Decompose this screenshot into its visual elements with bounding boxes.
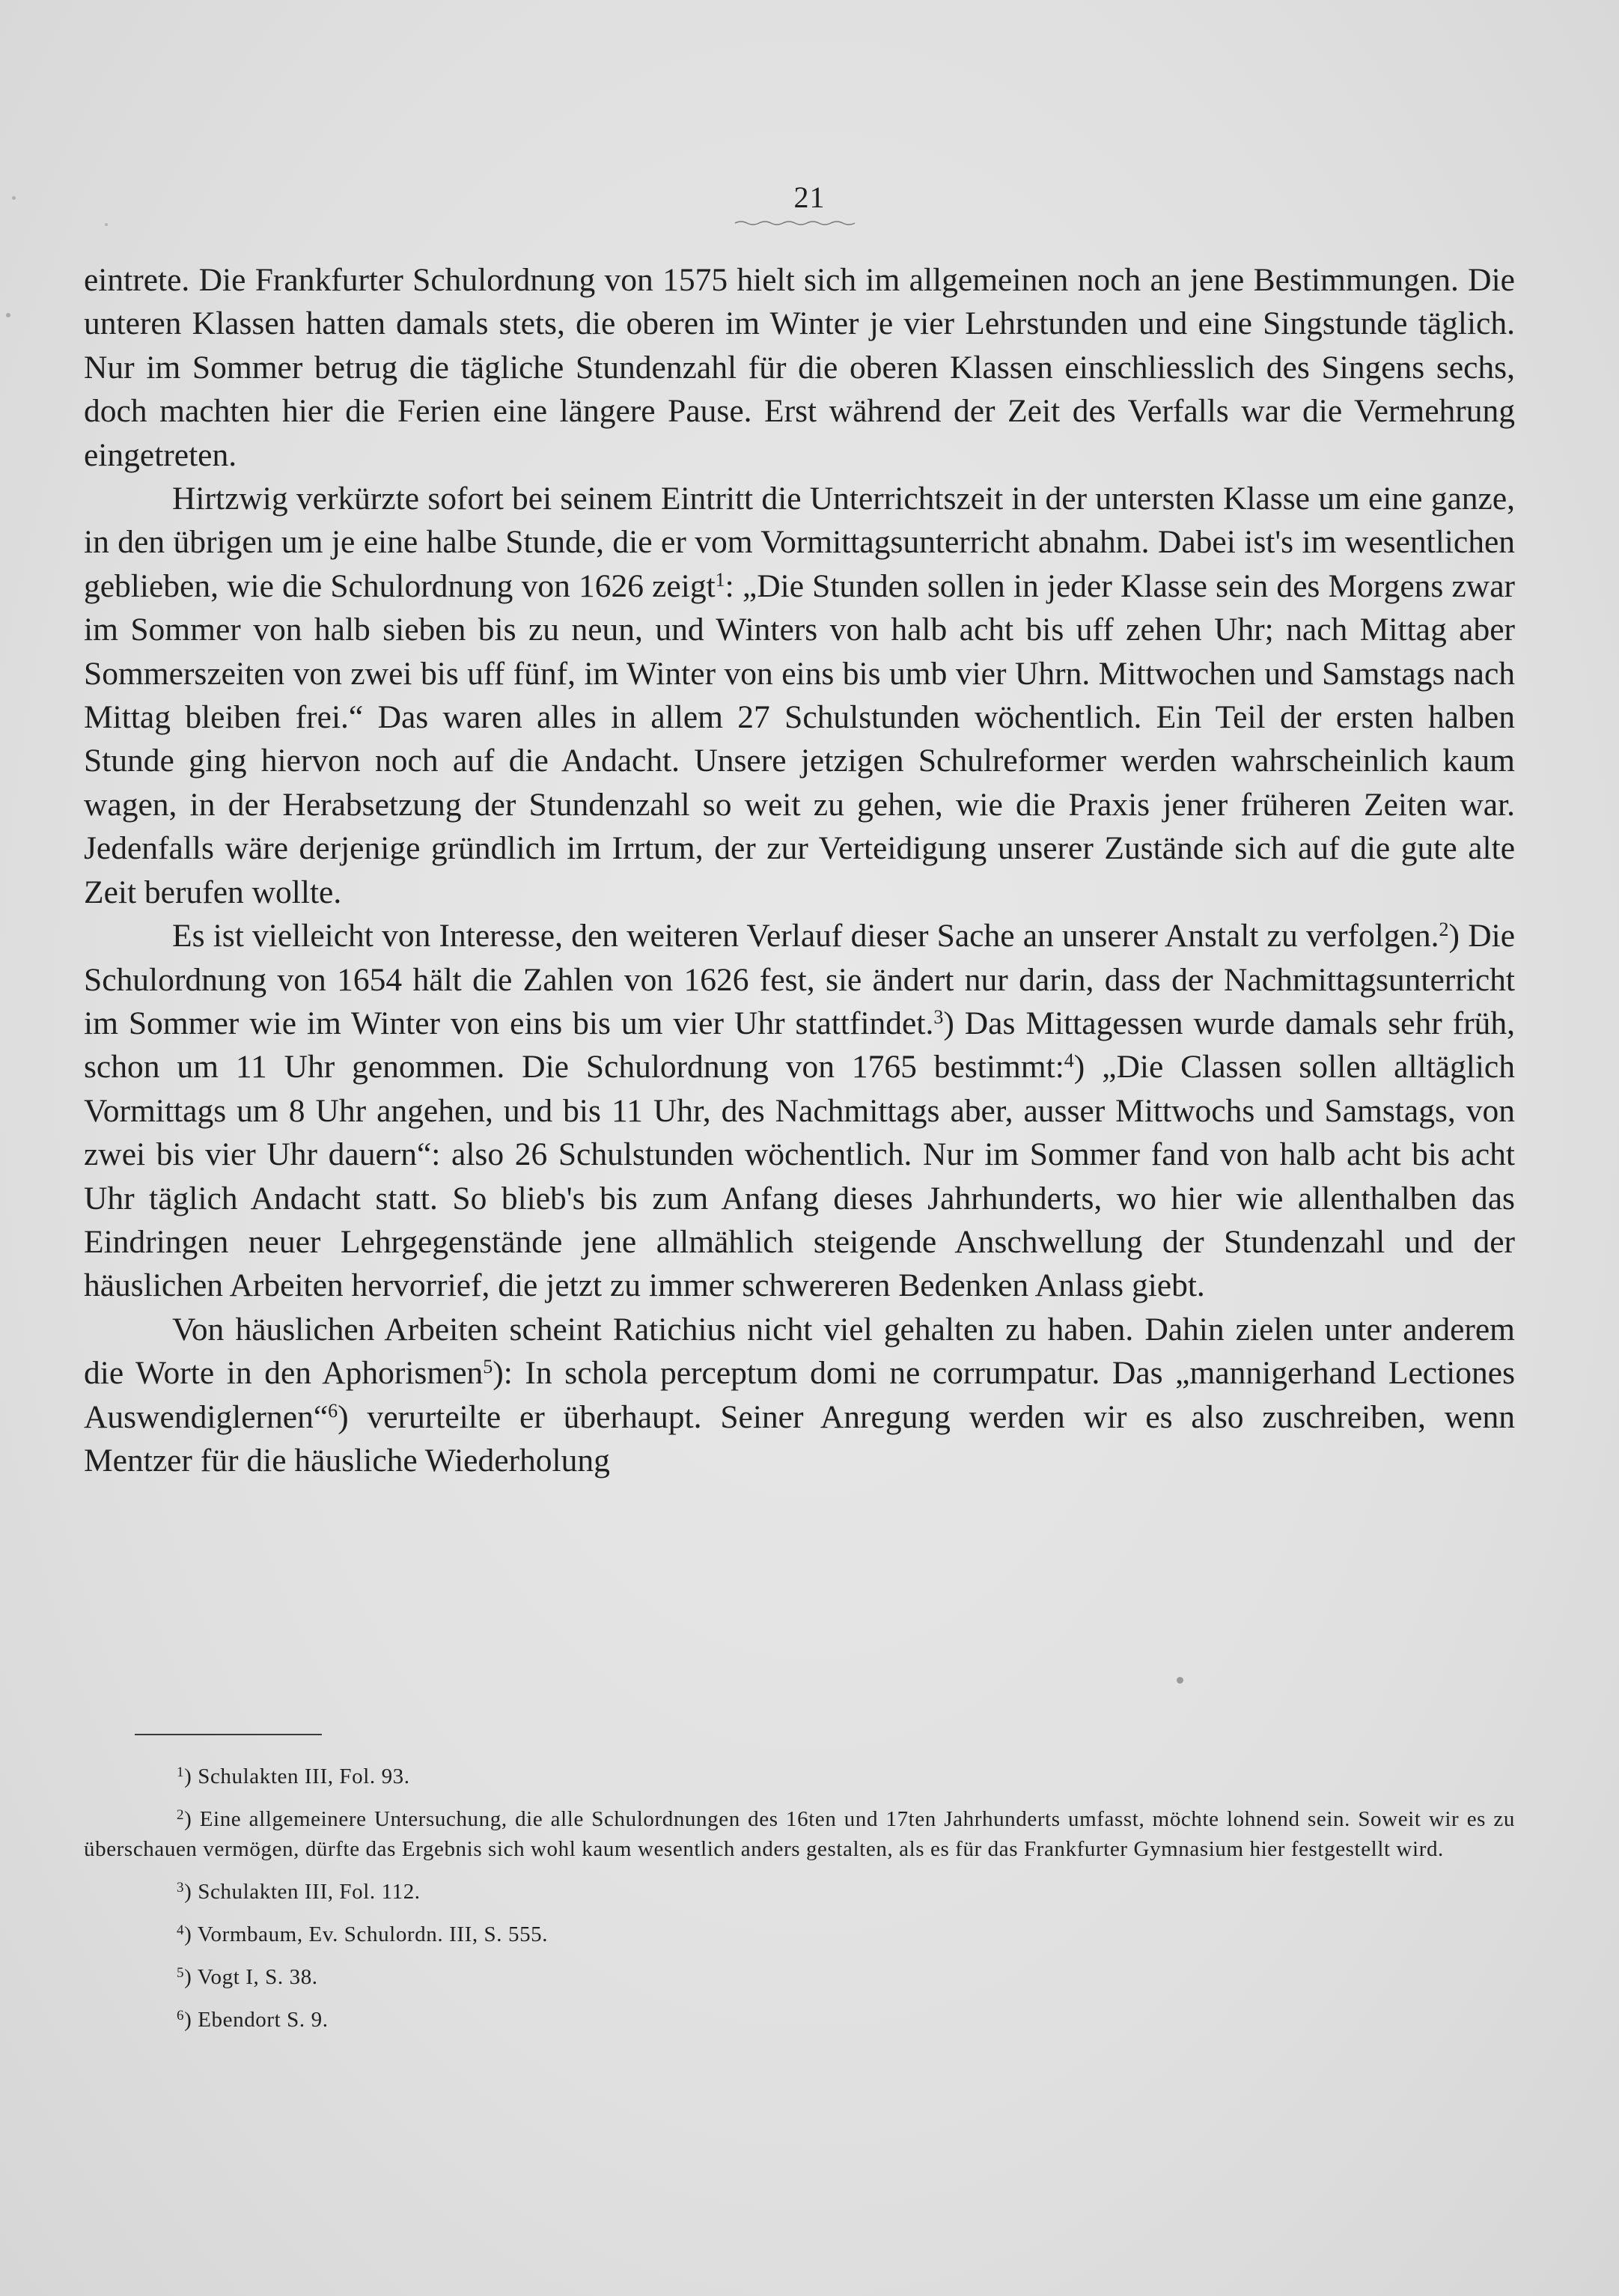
footnote-2	[84, 1800, 1515, 1864]
footnote-ref-4: 4	[1064, 1050, 1074, 1072]
ornament-rule	[734, 219, 861, 228]
paragraph-2-text-b: : „Die Stunden sollen in jeder Klasse sein des Morgens zwar im Sommer von halb sieben bis zu neun, und Winters von halb acht bis uff zehen Uhr; nach Mittag aber Sommerszeiten von zwei bis uff fünf, im Winter von eins bis umb vier Uhrn. Mittwochen und Samstags nach Mittag bleiben frei.“ Das waren alles in allem 27 Schulstunden wöchentlich. Ein Teil der ersten halben Stunde ging hiervon noch auf die Andacht. Unsere jetzigen Schulreformer werden wahrscheinlich kaum wagen, in der Herabsetzung der Stundenzahl so weit zu gehen, wie die Praxis jener früheren Zeiten war. Jedenfalls wäre derjenige gründlich im Irrtum, der zur Verteidigung unserer Zustände sich auf die gute alte Zeit berufen wollte.	[84, 567, 1515, 910]
paragraph-3-text-d: ) „Die Classen sollen alltäglich Vormittags um 8 Uhr angehen, und bis 11 Uhr, des Nachmittags aber, ausser Mittwochs und Samstags, von zwei bis vier Uhr dauern“: also 26 Schulstunden wöchentlich. Nur im Sommer fand von halb acht bis acht Uhr täglich Andacht statt. So blieb's bis zum Anfang dieses Jahrhunderts, wo hier wie allenthalben das Eindringen neuer Lehrgegenstände jene allmählich steigende Anschwellung der Stundenzahl und der häuslichen Arbeiten hervorrief, die jetzt zu immer schwereren Bedenken Anlass giebt.	[84, 1049, 1515, 1304]
footnote-1-mark: 1	[177, 1764, 185, 1780]
footnote-5-mark: 5	[177, 1965, 185, 1981]
paragraph-2-text-a: Hirtzwig verkürzte sofort bei seinem Eintritt die Unterrichtszeit in der untersten Klasse um eine ganze, in den übrigen um je eine halbe Stunde, die er vom Vormittagsunterricht abnahm. Dabei ist's im wesentlichen geblieben, wie die Schulordnung von 1626 zeigt	[84, 481, 1515, 604]
paragraph-1	[84, 258, 1515, 477]
paragraph-1-text: eintrete. Die Frankfurter Schulordnung von 1575 hielt sich im allgemeinen noch an jene Bestimmungen. Die unteren Klassen hatten damals stets, die oberen im Winter je vier Lehrstunden und eine Singstunde täglich. Nur im Sommer betrug die tägliche Stundenzahl für die oberen Klassen einschliesslich des Singens sechs, doch machten hier die Ferien eine längere Pause. Erst während der Zeit des Verfalls war die Vermehrung eingetreten.	[84, 262, 1515, 473]
footnote-divider	[135, 1734, 322, 1735]
paper-speck	[12, 196, 16, 200]
footnote-1-text: ) Schulakten III, Fol. 93.	[184, 1764, 410, 1788]
paragraph-3-text-a: Es ist vielleicht von Interesse, den weiteren Verlauf dieser Sache an unserer Anstalt zu verfolgen.	[172, 918, 1439, 954]
footnote-3	[84, 1873, 1515, 1907]
footnote-2-text: ) Eine allgemeinere Untersuchung, die alle Schulordnungen des 16ten und 17ten Jahrhunderts umfasst, möchte lohnend sein. Soweit wir es zu überschauen vermögen, dürfte das Ergebnis sich wohl kaum wesentlich anders gestalten, als es für das Frankfurter Gymnasium hier festgestellt wird.	[84, 1807, 1515, 1861]
footnote-ref-5: 5	[483, 1356, 493, 1378]
paragraph-3-text-c: ) Das Mittagessen wurde damals sehr früh, schon um 11 Uhr genommen. Die Schulordnung von 1765 bestimmt:	[84, 1005, 1516, 1085]
paragraph-4-text-c: ) verurteilte er überhaupt. Seiner Anregung werden wir es also zuschreiben, wenn Mentzer für die häusliche Wiederholung	[84, 1398, 1515, 1479]
footnote-6-mark: 6	[177, 2008, 185, 2024]
paragraph-3-text-b: ) Die Schulordnung von 1654 hält die Zahlen von 1626 fest, sie ändert nur darin, dass der Nachmittagsunterricht im Sommer wie im Winter von eins bis um vier Uhr stattfindet.	[84, 918, 1515, 1041]
paragraph-2	[84, 477, 1515, 914]
footnote-3-text: ) Schulakten III, Fol. 112.	[184, 1880, 421, 1904]
footnote-ref-6: 6	[328, 1399, 338, 1422]
paragraph-4-text-b: ): In schola perceptum domi ne corrumpatur. Das „mannigerhand Lectiones Auswendiglernen“	[84, 1355, 1515, 1435]
footnote-5-text: ) Vogt I, S. 38.	[184, 1965, 318, 1989]
footnote-3-mark: 3	[177, 1880, 185, 1895]
paragraph-3	[84, 914, 1515, 1308]
paper-speck	[6, 313, 10, 317]
paper-speck	[1177, 1677, 1183, 1684]
footnote-4-mark: 4	[177, 1922, 185, 1938]
main-text	[84, 258, 1515, 1482]
footnote-4-text: ) Vormbaum, Ev. Schulordn. III, S. 555.	[184, 1922, 549, 1946]
footnote-ref-2: 2	[1439, 919, 1449, 941]
footnote-ref-1: 1	[715, 568, 725, 591]
footnote-6	[84, 2001, 1515, 2035]
paper-speck	[105, 223, 108, 226]
paragraph-4-text-a: Von häuslichen Arbeiten scheint Ratichius nicht viel gehalten zu haben. Dahin zielen unter anderem die Worte in den Aphorismen	[84, 1311, 1515, 1392]
footnote-ref-3: 3	[933, 1005, 944, 1028]
page-number: 21	[793, 180, 826, 214]
footnote-4	[84, 1916, 1515, 1949]
footnote-2-mark: 2	[177, 1807, 185, 1823]
footnote-6-text: ) Ebendort S. 9.	[184, 2008, 329, 2032]
footnotes	[84, 1758, 1515, 2044]
footnote-5	[84, 1958, 1515, 1992]
paragraph-4	[84, 1308, 1515, 1483]
footnote-1	[84, 1758, 1515, 1791]
